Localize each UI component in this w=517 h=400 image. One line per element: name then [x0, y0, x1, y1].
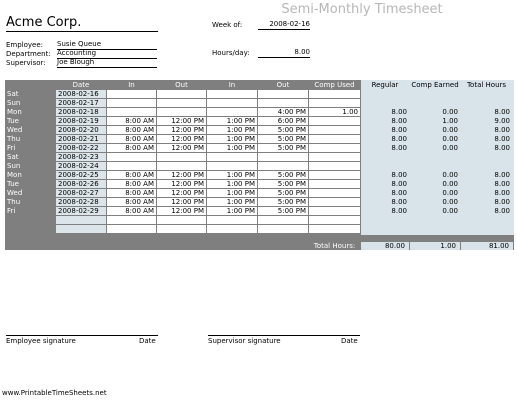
- cell-in[interactable]: 8:00 AM: [107, 207, 156, 215]
- cell-out-2[interactable]: 5:00 PM: [258, 189, 308, 197]
- cell-comp-used[interactable]: [309, 117, 360, 125]
- cell-comp-earned: 0.00: [410, 135, 460, 143]
- cell-date[interactable]: [56, 216, 106, 224]
- department-label: Department:: [6, 50, 51, 58]
- cell-date[interactable]: 2008-02-18: [56, 108, 106, 116]
- cell-comp-used[interactable]: [309, 189, 360, 197]
- cell-comp-used[interactable]: [309, 135, 360, 143]
- cell-in[interactable]: [107, 153, 156, 161]
- cell-regular: [361, 99, 409, 107]
- cell-comp-used[interactable]: [309, 126, 360, 134]
- cell-out[interactable]: 12:00 PM: [157, 135, 206, 143]
- cell-out-2[interactable]: 6:00 PM: [258, 117, 308, 125]
- cell-date[interactable]: 2008-02-17: [56, 99, 106, 107]
- total-total-hours: 81.00: [461, 242, 513, 250]
- cell-in-2[interactable]: [207, 216, 257, 224]
- cell-out-2[interactable]: 5:00 PM: [258, 171, 308, 179]
- cell-in-2[interactable]: 1:00 PM: [207, 171, 257, 179]
- company-name: Acme Corp.: [6, 15, 82, 30]
- day-label: Thu: [7, 198, 21, 206]
- cell-total-hours: 8.00: [461, 126, 512, 134]
- employee-date-label: Date: [139, 337, 156, 345]
- cell-comp-used[interactable]: [309, 180, 360, 188]
- day-label: Wed: [7, 189, 23, 197]
- cell-regular: 8.00: [361, 135, 409, 143]
- employee-signature-label: Employee signature: [6, 337, 76, 345]
- cell-date[interactable]: 2008-02-20: [56, 126, 106, 134]
- cell-comp-earned: 0.00: [410, 126, 460, 134]
- cell-comp-earned: 0.00: [410, 198, 460, 206]
- cell-out[interactable]: 12:00 PM: [157, 117, 206, 125]
- cell-comp-earned: 0.00: [410, 207, 460, 215]
- cell-in-2[interactable]: 1:00 PM: [207, 198, 257, 206]
- total-hours-label: Total Hours:: [313, 242, 356, 250]
- supervisor-label: Supervisor:: [6, 59, 46, 67]
- cell-in[interactable]: [107, 108, 156, 116]
- cell-total-hours: 8.00: [461, 171, 512, 179]
- cell-in-2[interactable]: [207, 108, 257, 116]
- cell-out[interactable]: [157, 162, 206, 170]
- total-regular: 80.00: [361, 242, 409, 250]
- cell-out-2[interactable]: 5:00 PM: [258, 207, 308, 215]
- employee-signature-line: [6, 335, 158, 336]
- cell-out-2[interactable]: 5:00 PM: [258, 198, 308, 206]
- cell-in-2[interactable]: 1:00 PM: [207, 189, 257, 197]
- cell-in[interactable]: 8:00 AM: [107, 117, 156, 125]
- cell-regular: 8.00: [361, 117, 409, 125]
- cell-comp-used[interactable]: [309, 144, 360, 152]
- cell-out-2[interactable]: [258, 153, 308, 161]
- cell-date[interactable]: 2008-02-24: [56, 162, 106, 170]
- cell-total-hours: [461, 216, 512, 224]
- header-out: Out: [175, 81, 188, 89]
- cell-out[interactable]: 12:00 PM: [157, 144, 206, 152]
- sheet-title: Semi-Monthly Timesheet: [281, 2, 443, 17]
- cell-total-hours: 9.00: [461, 117, 512, 125]
- cell-regular: [361, 216, 409, 224]
- footer-url: www.PrintableTimeSheets.net: [2, 389, 107, 397]
- cell-out[interactable]: [157, 153, 206, 161]
- cell-total-hours: 8.00: [461, 144, 512, 152]
- cell-out-2[interactable]: 5:00 PM: [258, 144, 308, 152]
- cell-out[interactable]: 12:00 PM: [157, 126, 206, 134]
- cell-total-hours: [461, 99, 512, 107]
- cell-in-2[interactable]: [207, 99, 257, 107]
- cell-comp-earned: 0.00: [410, 171, 460, 179]
- cell-regular: 8.00: [361, 207, 409, 215]
- cell-comp-earned: [410, 162, 460, 170]
- cell-out-2[interactable]: 5:00 PM: [258, 135, 308, 143]
- cell-out-2[interactable]: 5:00 PM: [258, 126, 308, 134]
- cell-comp-used[interactable]: [309, 90, 360, 98]
- cell-in[interactable]: [107, 99, 156, 107]
- day-label: Tue: [7, 180, 19, 188]
- cell-total-hours: [461, 153, 512, 161]
- cell-total-hours: [461, 162, 512, 170]
- day-label: Wed: [7, 126, 23, 134]
- cell-out[interactable]: 12:00 PM: [157, 189, 206, 197]
- header-out-2: Out: [276, 81, 290, 89]
- cell-total-hours: [461, 225, 512, 233]
- employee-label: Employee:: [6, 41, 44, 49]
- cell-out[interactable]: [157, 225, 206, 233]
- day-label: [5, 216, 55, 224]
- cell-in-2[interactable]: 1:00 PM: [207, 126, 257, 134]
- cell-regular: [361, 90, 409, 98]
- cell-comp-used[interactable]: [309, 153, 360, 161]
- cell-regular: [361, 225, 409, 233]
- cell-in-2[interactable]: 1:00 PM: [207, 180, 257, 188]
- cell-regular: 8.00: [361, 189, 409, 197]
- department-field[interactable]: Accounting: [57, 49, 157, 59]
- cell-in-2[interactable]: [207, 90, 257, 98]
- cell-comp-used[interactable]: [309, 207, 360, 215]
- header-in-2: In: [228, 81, 236, 89]
- cell-out-2[interactable]: [258, 225, 308, 233]
- cell-regular: [361, 162, 409, 170]
- day-label: Fri: [7, 207, 16, 215]
- day-label: Mon: [7, 108, 22, 116]
- cell-comp-earned: [410, 216, 460, 224]
- day-label: Sun: [7, 99, 21, 107]
- cell-date[interactable]: [56, 225, 106, 233]
- cell-total-hours: 8.00: [461, 135, 512, 143]
- supervisor-signature-label: Supervisor signature: [208, 337, 281, 345]
- supervisor-date-label: Date: [341, 337, 358, 345]
- cell-out[interactable]: [157, 216, 206, 224]
- cell-date[interactable]: 2008-02-19: [56, 117, 106, 125]
- cell-comp-earned: 0.00: [410, 189, 460, 197]
- week-of-field[interactable]: 2008-02-16: [258, 20, 310, 30]
- cell-total-hours: 8.00: [461, 207, 512, 215]
- cell-regular: 8.00: [361, 108, 409, 116]
- cell-comp-earned: 0.00: [410, 180, 460, 188]
- timesheet-grid: [5, 80, 514, 250]
- cell-regular: 8.00: [361, 144, 409, 152]
- cell-in-2[interactable]: [207, 225, 257, 233]
- header-total-hours: Total Hours: [466, 81, 507, 89]
- day-label: Tue: [7, 117, 19, 125]
- cell-comp-earned: [410, 225, 460, 233]
- cell-comp-used[interactable]: [309, 99, 360, 107]
- cell-out[interactable]: 12:00 PM: [157, 180, 206, 188]
- cell-comp-earned: 1.00: [410, 117, 460, 125]
- cell-date[interactable]: 2008-02-28: [56, 198, 106, 206]
- cell-regular: 8.00: [361, 198, 409, 206]
- cell-comp-used[interactable]: [309, 198, 360, 206]
- cell-comp-earned: 0.00: [410, 144, 460, 152]
- employee-field[interactable]: Susie Queue: [57, 40, 157, 50]
- cell-out[interactable]: [157, 99, 206, 107]
- cell-in[interactable]: 8:00 AM: [107, 198, 156, 206]
- cell-date[interactable]: 2008-02-26: [56, 180, 106, 188]
- cell-in-2[interactable]: 1:00 PM: [207, 117, 257, 125]
- header-in: In: [128, 81, 135, 89]
- cell-out-2[interactable]: [258, 162, 308, 170]
- cell-comp-used[interactable]: [309, 225, 360, 233]
- cell-in[interactable]: [107, 162, 156, 170]
- week-of-label: Week of:: [212, 21, 243, 29]
- cell-out-2[interactable]: 4:00 PM: [258, 108, 308, 116]
- cell-date[interactable]: 2008-02-21: [56, 135, 106, 143]
- cell-in[interactable]: [107, 90, 156, 98]
- cell-total-hours: 8.00: [461, 108, 512, 116]
- day-label: Sat: [7, 153, 19, 161]
- cell-date[interactable]: 2008-02-27: [56, 189, 106, 197]
- cell-date[interactable]: 2008-02-29: [56, 207, 106, 215]
- cell-out-2[interactable]: [258, 216, 308, 224]
- cell-in[interactable]: 8:00 AM: [107, 135, 156, 143]
- cell-out-2[interactable]: [258, 99, 308, 107]
- cell-total-hours: 8.00: [461, 198, 512, 206]
- cell-comp-earned: [410, 153, 460, 161]
- day-label: [5, 225, 55, 233]
- cell-comp-earned: [410, 90, 460, 98]
- day-label: Mon: [7, 171, 22, 179]
- cell-in-2[interactable]: 1:00 PM: [207, 207, 257, 215]
- hours-day-field[interactable]: 8.00: [258, 48, 310, 58]
- header-regular: Regular: [371, 81, 399, 89]
- cell-in-2[interactable]: 1:00 PM: [207, 144, 257, 152]
- cell-comp-used[interactable]: [309, 216, 360, 224]
- supervisor-signature-line: [208, 335, 360, 336]
- cell-total-hours: 8.00: [461, 189, 512, 197]
- header-comp-used: Comp Used: [314, 81, 355, 89]
- cell-regular: 8.00: [361, 126, 409, 134]
- cell-in[interactable]: 8:00 AM: [107, 171, 156, 179]
- supervisor-field[interactable]: Joe Blough: [57, 58, 157, 68]
- cell-comp-used[interactable]: 1.00: [309, 108, 360, 116]
- cell-total-hours: 8.00: [461, 180, 512, 188]
- cell-out[interactable]: [157, 108, 206, 116]
- cell-out[interactable]: 12:00 PM: [157, 198, 206, 206]
- cell-out[interactable]: [157, 90, 206, 98]
- cell-in[interactable]: 8:00 AM: [107, 144, 156, 152]
- cell-date[interactable]: 2008-02-23: [56, 153, 106, 161]
- cell-comp-used[interactable]: [309, 162, 360, 170]
- cell-out[interactable]: 12:00 PM: [157, 171, 206, 179]
- cell-in-2[interactable]: [207, 162, 257, 170]
- cell-comp-earned: 0.00: [410, 108, 460, 116]
- cell-comp-earned: [410, 99, 460, 107]
- cell-in-2[interactable]: 1:00 PM: [207, 135, 257, 143]
- cell-date[interactable]: 2008-02-22: [56, 144, 106, 152]
- cell-in[interactable]: [107, 225, 156, 233]
- day-label: Sun: [7, 162, 21, 170]
- cell-out-2[interactable]: 5:00 PM: [258, 180, 308, 188]
- cell-in[interactable]: 8:00 AM: [107, 189, 156, 197]
- cell-date[interactable]: 2008-02-25: [56, 171, 106, 179]
- cell-in-2[interactable]: [207, 153, 257, 161]
- cell-out-2[interactable]: [258, 90, 308, 98]
- cell-in[interactable]: 8:00 AM: [107, 126, 156, 134]
- day-label: Fri: [7, 144, 16, 152]
- day-label: Sat: [7, 90, 19, 98]
- header-comp-earned: Comp Earned: [411, 81, 459, 89]
- total-comp-earned: 1.00: [410, 242, 460, 250]
- company-underline: [6, 31, 158, 32]
- cell-regular: [361, 153, 409, 161]
- day-label: Thu: [7, 135, 21, 143]
- cell-date[interactable]: 2008-02-16: [56, 90, 106, 98]
- cell-in[interactable]: [107, 216, 156, 224]
- header-date: Date: [72, 81, 90, 89]
- cell-total-hours: [461, 90, 512, 98]
- cell-regular: 8.00: [361, 180, 409, 188]
- hours-day-label: Hours/day:: [212, 49, 250, 57]
- cell-out[interactable]: 12:00 PM: [157, 207, 206, 215]
- cell-in[interactable]: 8:00 AM: [107, 180, 156, 188]
- cell-regular: 8.00: [361, 171, 409, 179]
- cell-comp-used[interactable]: [309, 171, 360, 179]
